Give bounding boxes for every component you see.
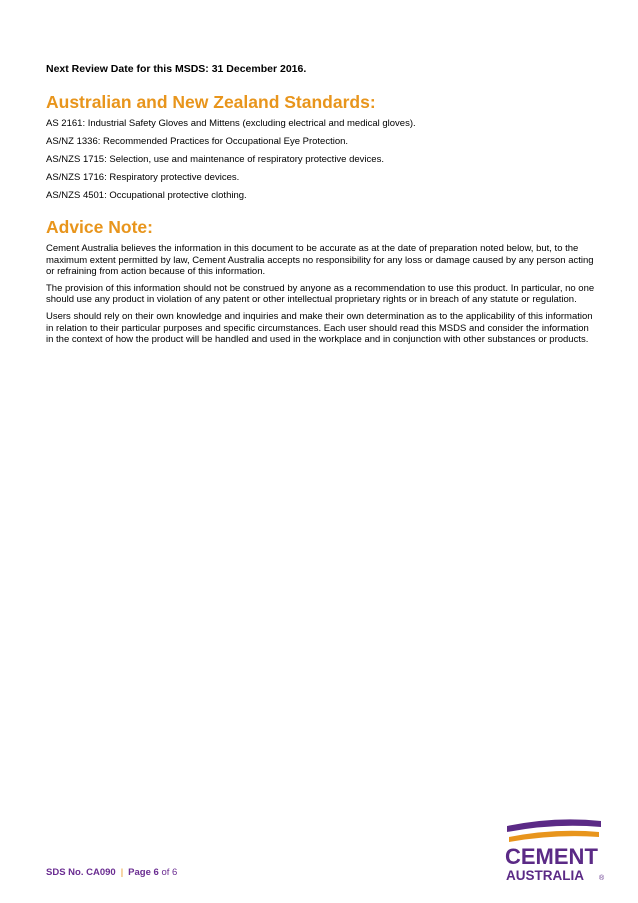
logo-word-cement: CEMENT — [505, 844, 598, 869]
page-number: Page 6 — [128, 867, 159, 878]
logo-graphic — [503, 818, 607, 884]
next-review-date: Next Review Date for this MSDS: 31 December 2016. — [46, 63, 307, 75]
standard-item: AS/NZ 1336: Recommended Practices for Occupational Eye Protection. — [46, 136, 349, 147]
standards-heading: Australian and New Zealand Standards: — [46, 92, 376, 112]
standard-item: AS/NZS 1715: Selection, use and maintenance of respiratory protective devices. — [46, 154, 384, 165]
logo-swoosh-top — [507, 819, 601, 832]
footer-separator: | — [120, 867, 124, 878]
logo-swoosh-orange — [509, 831, 599, 842]
standards-list — [46, 118, 606, 208]
standard-item: AS 2161: Industrial Safety Gloves and Mittens (excluding electrical and medical gloves). — [46, 118, 416, 129]
advice-paragraph: Cement Australia believes the information in this document to be accurate as at the date of preparation noted below, but, to the maximum extent permitted by law, Cement Australia accepts no responsibility for any loss or damage caused by any person acting or refraining from action because of this information. — [46, 243, 594, 278]
sds-number: SDS No. CA090 — [46, 867, 116, 878]
standard-item: AS/NZS 1716: Respiratory protective devices. — [46, 172, 240, 183]
advice-heading: Advice Note: — [46, 217, 153, 237]
advice-body — [46, 243, 598, 351]
advice-paragraph: The provision of this information should not be construed by anyone as a recommendation to use this product. In particular, no one should use any product in violation of any patent or other intellectual proprietary rights or in breach of any statute or regulation. — [46, 282, 595, 306]
cement-australia-logo — [503, 818, 607, 884]
advice-paragraph: Users should rely on their own knowledge and inquiries and make their own determination as to the applicability of this information in relation to their particular purposes and specific circumstances. Each user should read this MSDS and consider the information in the context of how the product will be handled and used in the workplace and in conjunction with other substances or products. — [46, 310, 593, 346]
logo-word-australia: AUSTRALIA — [506, 868, 584, 883]
page-footer — [46, 867, 177, 878]
registered-mark: ® — [599, 875, 605, 882]
standard-item: AS/NZS 4501: Occupational protective clothing. — [46, 190, 247, 201]
page-total: of 6 — [161, 867, 178, 878]
